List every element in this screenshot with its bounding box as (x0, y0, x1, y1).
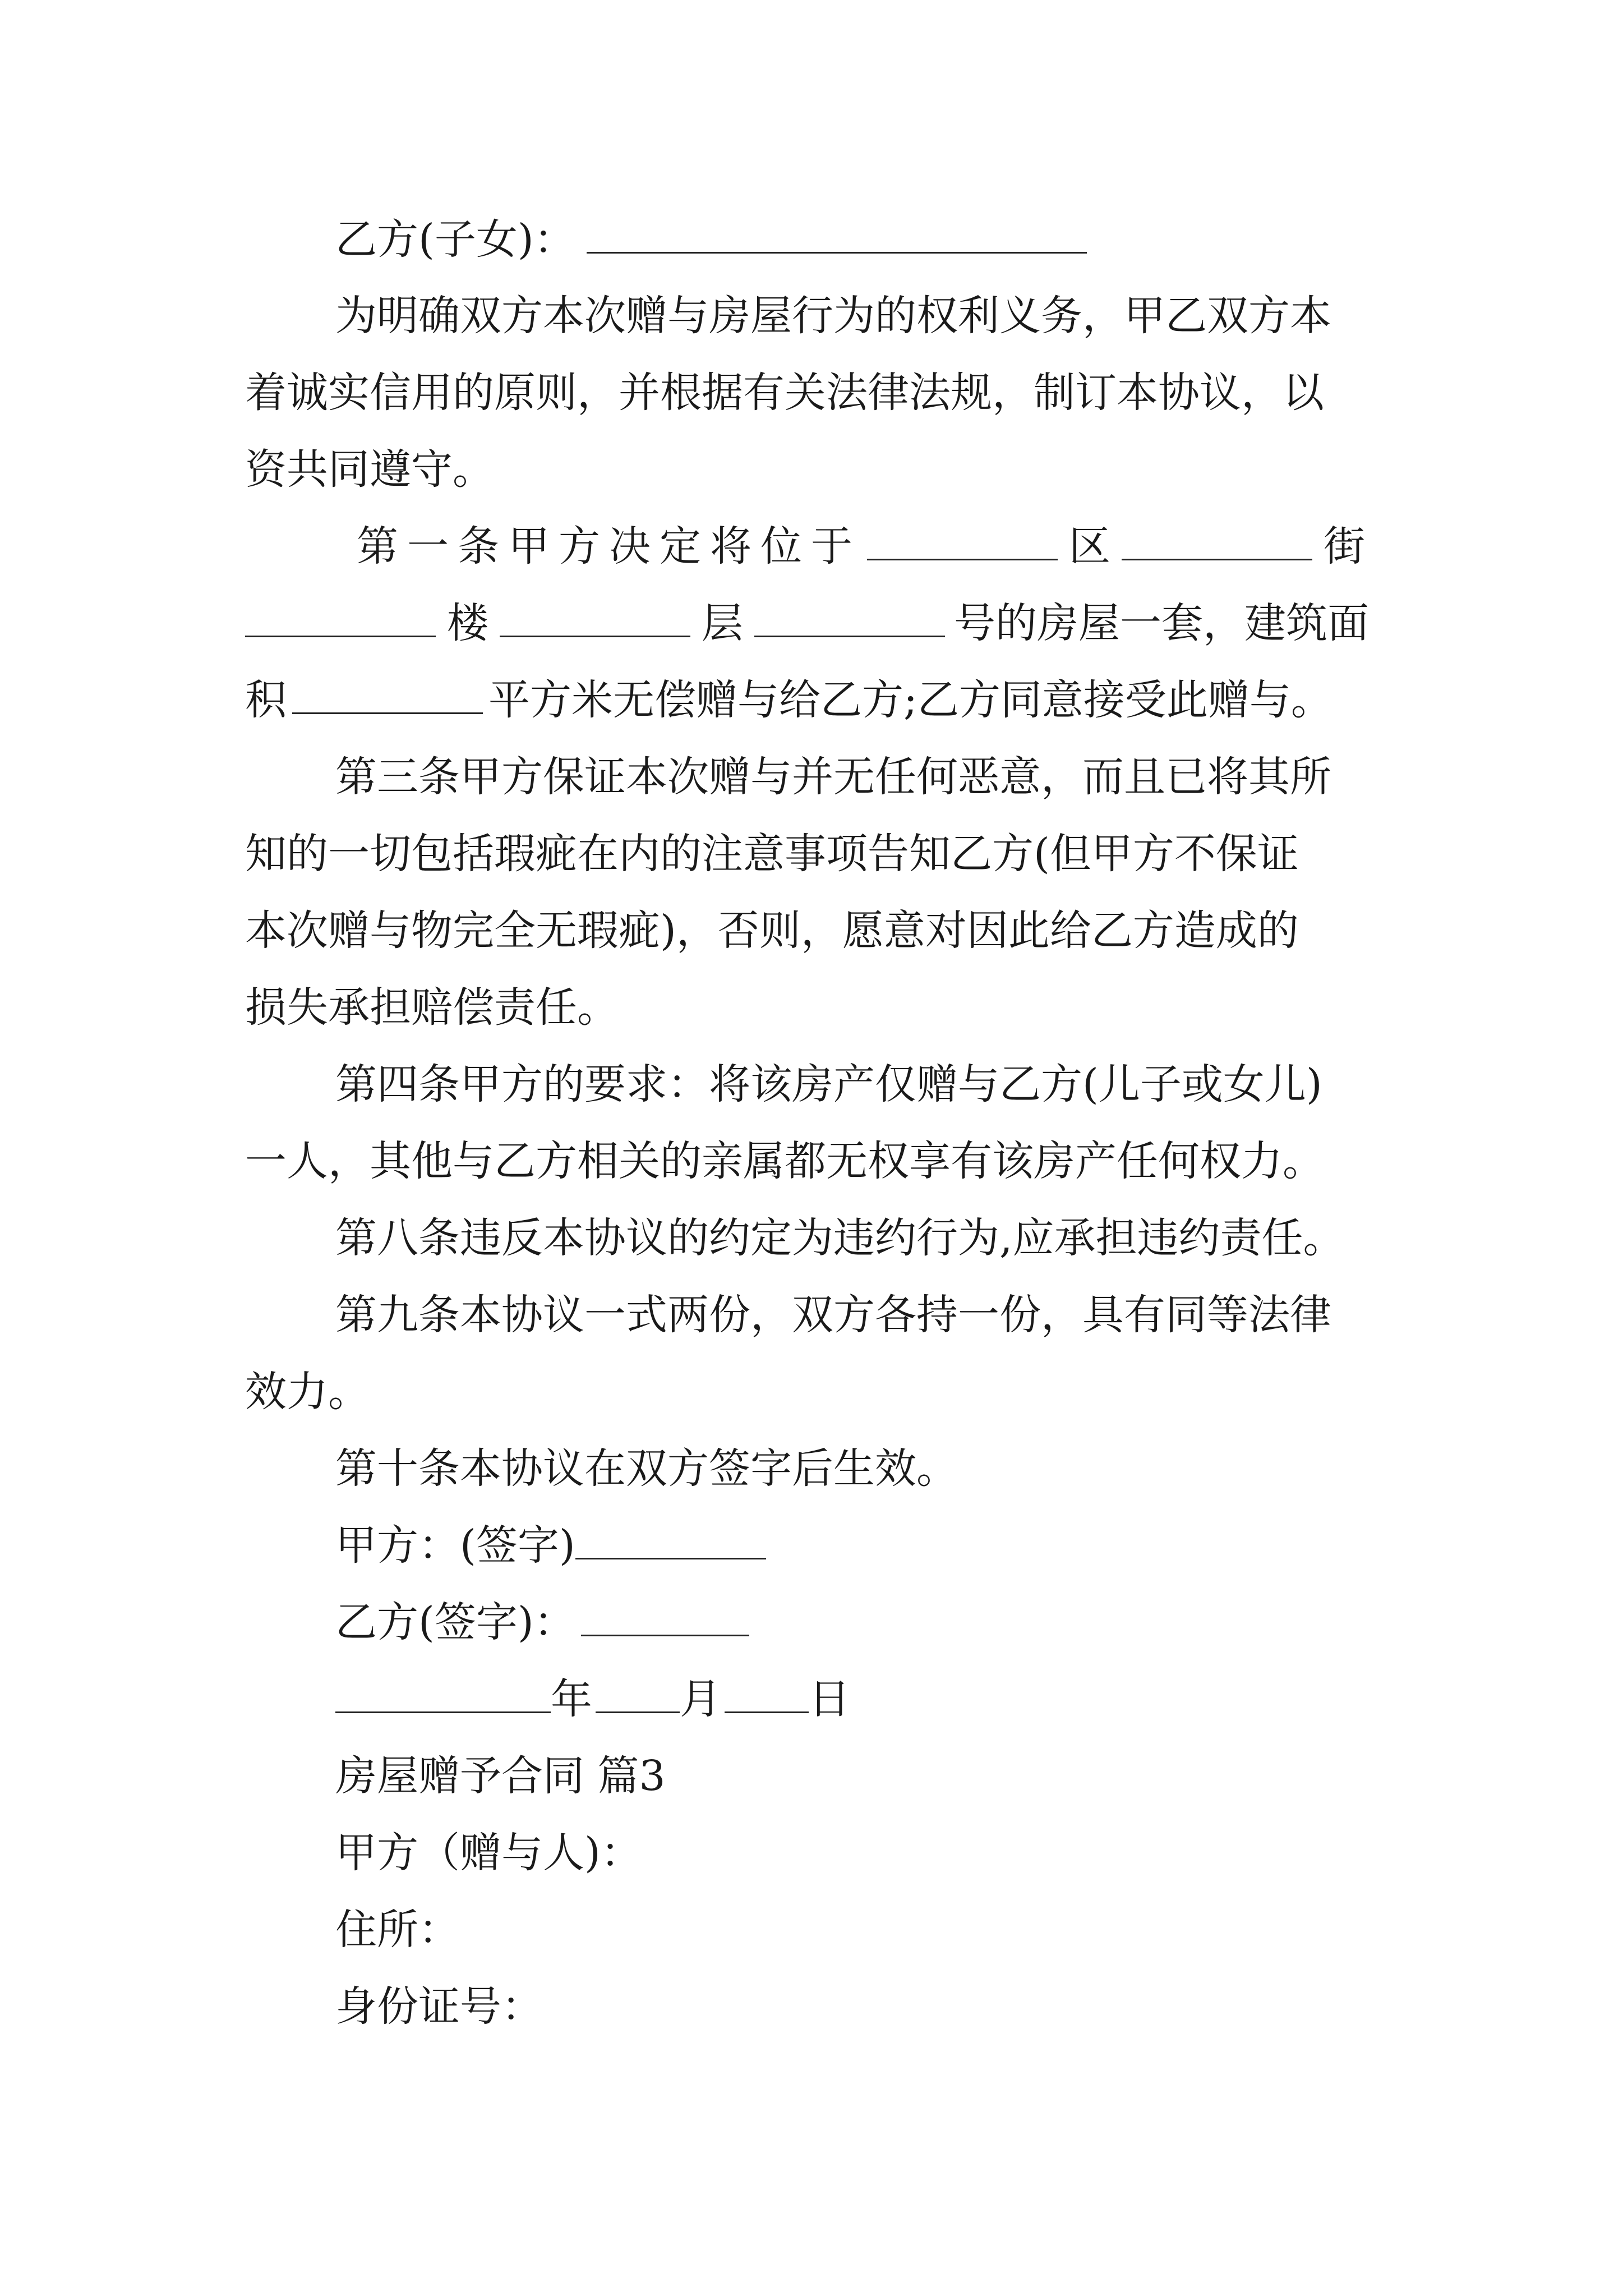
article9-line-2: 效力。 (245, 1368, 370, 1416)
address-label: 住所： (335, 1906, 460, 1954)
article1-text-7: 积 (245, 676, 287, 724)
party-a-signature-line (335, 1520, 766, 1571)
article9-line-1: 第九条本协议一式两份，双方各持一份，具有同等法律 (335, 1291, 1331, 1339)
month-blank[interactable] (596, 1677, 680, 1713)
party-b-blank[interactable] (587, 217, 1087, 254)
party-a-signature-blank[interactable] (575, 1523, 766, 1559)
article1-line-1 (357, 521, 1365, 572)
party-b-signature-line (335, 1597, 749, 1648)
article1-text-6: 号的房屋一套，建筑面 (954, 599, 1369, 647)
floor-blank[interactable] (500, 601, 690, 637)
year-blank[interactable] (335, 1677, 551, 1713)
article3-line-3: 本次赠与物完全无瑕疵)，否则，愿意对因此给乙方造成的 (245, 907, 1299, 955)
article1-text-3: 街 (1324, 522, 1365, 570)
district-blank[interactable] (867, 524, 1058, 560)
party-b-signature-blank[interactable] (581, 1600, 749, 1636)
article1-line-2 (245, 598, 1369, 648)
article3-line-1: 第三条甲方保证本次赠与并无任何恶意，而且已将其所 (335, 753, 1331, 801)
article8-line-1: 第八条违反本协议的约定为违约行为,应承担违约责任。 (335, 1214, 1345, 1262)
street-blank[interactable] (1122, 524, 1312, 560)
section3-heading: 房屋赠予合同 篇3 (335, 1752, 666, 1800)
article1-text-5: 层 (702, 599, 743, 647)
id-number-label: 身份证号： (335, 1982, 543, 2031)
day-blank[interactable] (725, 1677, 809, 1713)
article4-line-1: 第四条甲方的要求：将该房产仅赠与乙方(儿子或女儿) (335, 1060, 1322, 1108)
party-b-signature-label: 乙方(签字)： (335, 1598, 575, 1646)
article1-text-1: 第一条甲方决定将位于 (357, 522, 861, 570)
preamble-line-1: 为明确双方本次赠与房屋行为的权利义务，甲乙双方本 (335, 292, 1331, 340)
month-label: 月 (680, 1675, 721, 1723)
article4-line-2: 一人，其他与乙方相关的亲属都无权享有该房产任何权力。 (245, 1137, 1324, 1185)
article1-text-2: 区 (1069, 522, 1110, 570)
preamble-line-2: 着诚实信用的原则，并根据有关法律法规，制订本协议，以 (245, 369, 1324, 417)
year-label: 年 (551, 1675, 592, 1723)
preamble-line-3: 资共同遵守。 (245, 445, 494, 494)
party-b-label: 乙方(子女)： (335, 215, 575, 264)
party-b-line (335, 214, 1087, 265)
number-blank[interactable] (754, 601, 945, 637)
article3-line-2: 知的一切包括瑕疵在内的注意事项告知乙方(但甲方不保证 (245, 830, 1299, 878)
article3-line-4: 损失承担赔偿责任。 (245, 983, 619, 1032)
article1-text-4: 楼 (447, 599, 488, 647)
building-blank[interactable] (245, 601, 436, 637)
party-a-signature-label: 甲方：(签字) (335, 1521, 575, 1570)
area-blank[interactable] (292, 678, 483, 714)
article1-text-8: 平方米无偿赠与给乙方;乙方同意接受此赠与。 (488, 676, 1332, 724)
article10-line-1: 第十条本协议在双方签字后生效。 (335, 1444, 958, 1493)
donor-label: 甲方（赠与人)： (335, 1829, 642, 1877)
day-label: 日 (809, 1675, 850, 1723)
article1-line-3 (245, 675, 1332, 725)
date-line (335, 1674, 850, 1724)
